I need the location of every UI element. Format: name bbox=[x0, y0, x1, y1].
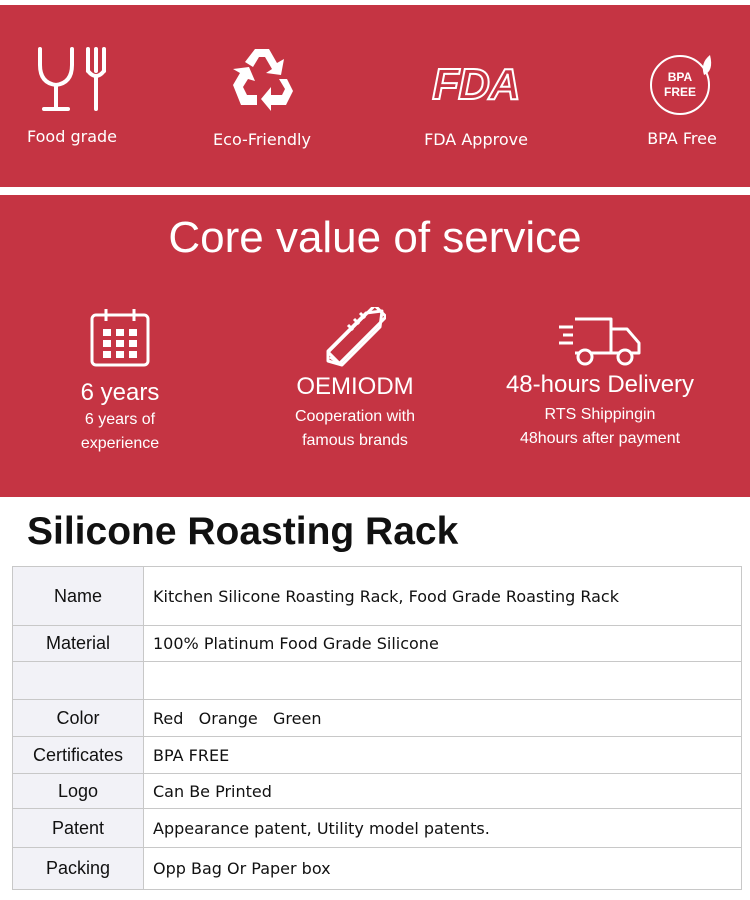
service-heading: 6 years bbox=[80, 379, 160, 406]
table-row bbox=[13, 848, 742, 890]
table-row bbox=[13, 626, 742, 662]
spec-table bbox=[12, 566, 742, 890]
table-row bbox=[13, 662, 742, 700]
spec-key: Color bbox=[13, 700, 144, 737]
service-text: 48hours after payment bbox=[519, 430, 681, 447]
table-row bbox=[13, 774, 742, 809]
spec-value: Appearance patent, Utility model patents. bbox=[144, 809, 742, 848]
service-text: experience bbox=[80, 435, 160, 452]
table-row bbox=[13, 737, 742, 774]
badge-text: BPA bbox=[667, 70, 693, 84]
spec-key: Patent bbox=[13, 809, 144, 848]
service-text: 6 years of bbox=[84, 411, 156, 428]
feature-bpa-free bbox=[624, 5, 740, 187]
core-value-banner bbox=[0, 195, 750, 497]
spec-value: Kitchen Silicone Roasting Rack, Food Grade Roasting Rack bbox=[144, 567, 742, 626]
bpa-free-badge-icon bbox=[648, 49, 716, 117]
delivery-truck-icon bbox=[557, 315, 643, 372]
feature-eco-friendly bbox=[200, 5, 324, 187]
service-experience bbox=[40, 195, 200, 497]
spec-value: Can Be Printed bbox=[144, 774, 742, 809]
table-row bbox=[13, 700, 742, 737]
spec-key: Logo bbox=[13, 774, 144, 809]
spec-key: Packing bbox=[13, 848, 144, 890]
feature-label: Eco-Friendly bbox=[213, 130, 311, 149]
features-banner bbox=[0, 5, 750, 187]
feature-label: BPA Free bbox=[647, 129, 717, 148]
service-text: famous brands bbox=[302, 432, 408, 449]
spec-value: 100% Platinum Food Grade Silicone bbox=[144, 626, 742, 662]
feature-food-grade bbox=[12, 5, 132, 187]
fda-logo-icon: FDA bbox=[432, 60, 520, 109]
spec-key: Material bbox=[13, 626, 144, 662]
spec-value: BPA FREE bbox=[144, 737, 742, 774]
fork-glass-icon bbox=[36, 45, 108, 120]
spec-key bbox=[13, 662, 144, 700]
feature-label: FDA Approve bbox=[424, 130, 528, 149]
calendar-icon bbox=[89, 307, 151, 374]
spec-key: Name bbox=[13, 567, 144, 626]
pencil-ruler-icon bbox=[324, 307, 386, 374]
feature-label: Food grade bbox=[27, 127, 117, 146]
spec-value: Opp Bag Or Paper box bbox=[144, 848, 742, 890]
service-text: RTS Shippingin bbox=[544, 406, 656, 423]
service-heading: 48-hours Delivery bbox=[505, 371, 695, 398]
feature-fda-approve bbox=[412, 5, 540, 187]
section-title: Core value of service bbox=[168, 213, 582, 262]
service-text: Cooperation with bbox=[294, 408, 416, 425]
service-oem-odm bbox=[265, 195, 445, 497]
service-delivery bbox=[490, 195, 710, 497]
table-row bbox=[13, 567, 742, 626]
table-row bbox=[13, 809, 742, 848]
service-heading: OEMIODM bbox=[296, 373, 414, 400]
product-title: Silicone Roasting Rack bbox=[27, 510, 459, 553]
recycle-icon bbox=[229, 45, 295, 116]
badge-text: FREE bbox=[663, 85, 696, 99]
spec-key: Certificates bbox=[13, 737, 144, 774]
spec-value bbox=[144, 662, 742, 700]
spec-value: Red Orange Green bbox=[144, 700, 742, 737]
